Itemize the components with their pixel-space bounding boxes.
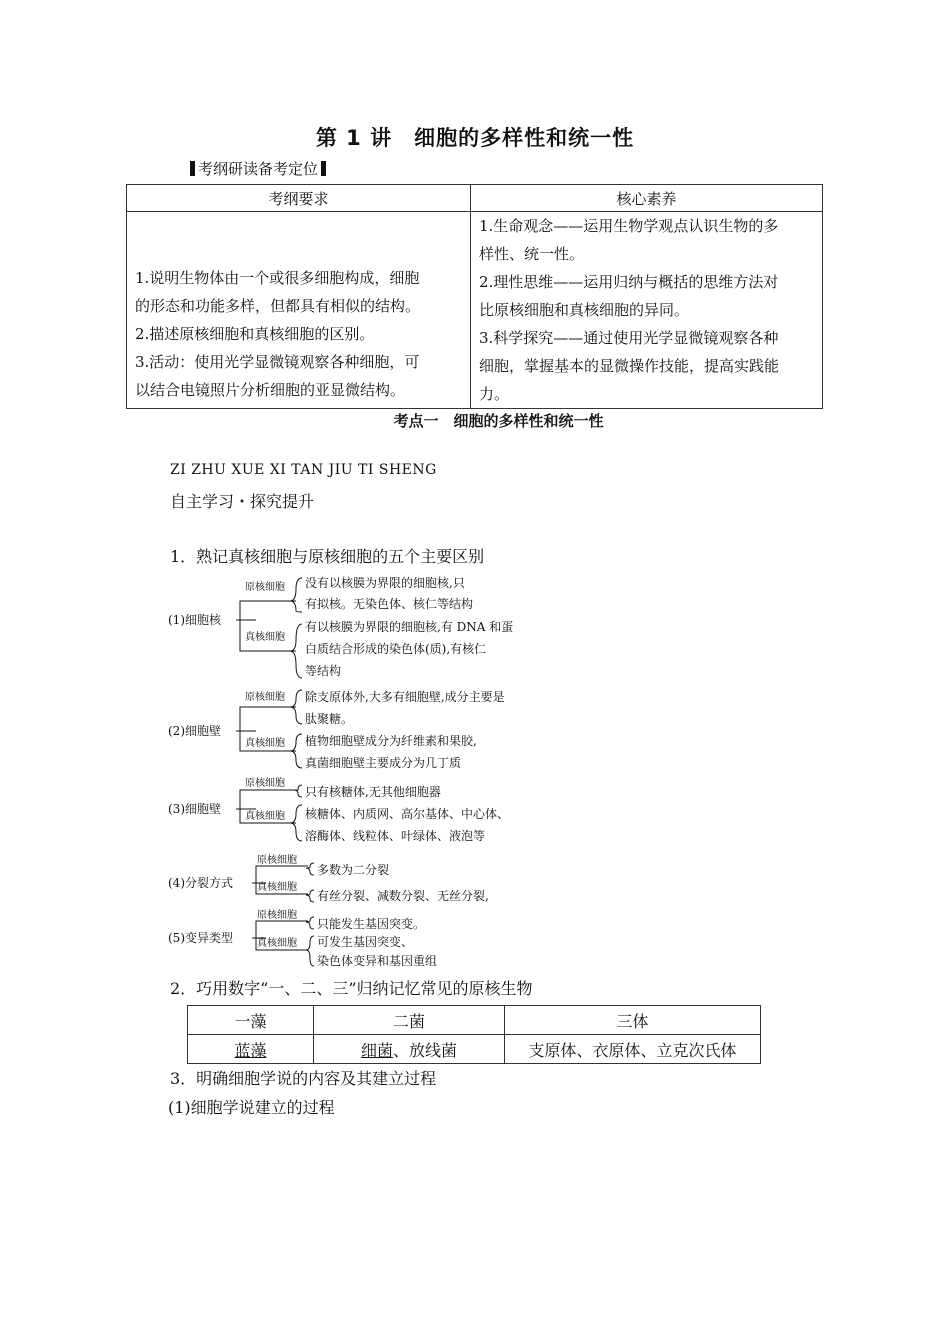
exam-banner [187,158,329,179]
req-line: 1.说明生物体由一个或很多细胞构成，细胞 [135,269,420,287]
table-row [188,1006,761,1035]
euk-label: 真核细胞 [245,811,285,822]
comp-line: 样性、统一性。 [479,245,585,263]
item-3-1: (1)细胞学说建立的过程 [168,1098,335,1117]
brace-2a [290,690,302,724]
cell-algae [188,1035,314,1064]
detail-line: 溶酶体、线粒体、叶绿体、液泡等 [305,829,486,843]
brace-4a [306,863,314,875]
branch-lines-3 [236,790,296,823]
item-3: 3．明确细胞学说的内容及其建立过程 [170,1069,437,1088]
requirements-cell [127,212,471,409]
brace-1b [290,624,302,678]
diagram-details [305,575,513,968]
comp-line: 力。 [479,385,510,403]
comp-line: 细胞，掌握基本的显微操作技能，提高实践能 [479,357,780,375]
competencies-cell [471,212,823,409]
detail-line: 可发生基因突变、 [317,935,414,949]
group-label: (1)细胞核 [168,613,221,627]
header-competencies: 核心素养 [471,185,823,212]
comp-line: 2.理性思维——运用归纳与概括的思维方法对 [479,273,779,291]
req-line: 3.活动：使用光学显微镜观察各种细胞，可 [135,353,420,371]
group-label: (3)细胞壁 [168,802,221,816]
detail-line: 白质结合形成的染色体(质),有核仁 [305,642,487,656]
detail-line: 核糖体、内质网、高尔基体、中心体、 [305,807,510,821]
branch-lines-4 [252,866,308,894]
table-header-row [127,185,823,212]
euk-label: 真核细胞 [257,938,297,949]
detail-line: 植物细胞壁成分为纤维素和果胶, [305,734,477,748]
branch-lines-2 [236,707,296,751]
detail-line: 染色体变异和基因重组 [317,954,438,968]
banner-right-bar [321,161,326,176]
bacteria-rest: 、放线菌 [393,1040,458,1060]
brace-4b [306,890,314,902]
prok-label: 原核细胞 [245,778,285,789]
bacteria-text: 细菌 [360,1040,393,1060]
diagram-lines [236,578,314,966]
detail-line: 等结构 [305,664,342,678]
euk-label: 真核细胞 [245,738,285,749]
detail-line: 没有以核膜为界限的细胞核,只 [305,576,465,590]
brace-5a [306,917,314,929]
detail-line: 多数为二分裂 [317,863,390,877]
detail-line: 有以核膜为界限的细胞核,有 DNA 和蛋 [305,620,514,634]
header-bodies: 三体 [505,1006,761,1035]
group-label: (4)分裂方式 [168,876,233,890]
comp-line: 1.生命观念——运用生物学观点认识生物的多 [479,217,779,235]
brace-2b [290,734,302,768]
item-2: 2．巧用数字“一、二、三”归纳记忆常见的原核生物 [170,979,533,998]
comp-line: 3.科学探究——通过使用光学显微镜观察各种 [479,329,779,347]
req-line: 的形态和功能多样，但都具有相似的结构。 [135,297,421,315]
req-line: 以结合电镜照片分析细胞的亚显微结构。 [135,381,406,399]
header-bacteria: 二菌 [314,1006,505,1035]
section-heading: 考点一 细胞的多样性和统一性 [393,412,604,430]
cell-bodies: 支原体、衣原体、立克次氏体 [505,1035,761,1064]
group-labels [168,612,233,945]
pinyin-heading: ZI ZHU XUE XI TAN JIU TI SHENG [170,462,437,478]
prok-label: 原核细胞 [245,582,285,593]
prok-label: 原核细胞 [257,855,297,866]
prokaryote-table [187,1005,761,1064]
cell-type-labels [245,580,297,949]
prok-label: 原核细胞 [245,692,285,703]
branch-lines-1 [236,601,296,651]
detail-line: 只有核糖体,无其他细胞器 [305,785,441,799]
requirements-table [126,184,823,409]
group-label: (2)细胞壁 [168,724,221,738]
group-label: (5)变异类型 [168,931,233,945]
detail-line: 只能发生基因突变。 [317,917,426,931]
detail-line: 肽聚糖。 [305,712,354,726]
prok-label: 原核细胞 [257,910,297,921]
detail-line: 真菌细胞壁主要成分为几丁质 [305,756,462,770]
page-title: 第 1 讲 细胞的多样性和统一性 [315,126,635,150]
cell-bacteria [314,1035,505,1064]
detail-line: 除支原体外,大多有细胞壁,成分主要是 [305,690,505,704]
table-row [188,1035,761,1064]
brace-3a [294,785,302,797]
detail-line: 有丝分裂、减数分裂、无丝分裂, [317,889,489,903]
detail-line: 有拟核。无染色体、核仁等结构 [305,597,474,611]
banner-text: 考纲研读备考定位 [198,160,319,178]
euk-label: 真核细胞 [245,632,285,643]
header-algae: 一藻 [188,1006,314,1035]
algae-text: 蓝藻 [234,1040,267,1060]
euk-label: 真核细胞 [257,882,297,893]
banner-left-bar [190,161,195,176]
branch-lines-5 [252,921,308,950]
brace-3b [290,805,302,841]
brace-1a [290,578,302,612]
sub-heading: 自主学习・探究提升 [170,492,315,511]
item-1: 1．熟记真核细胞与原核细胞的五个主要区别 [170,547,485,566]
req-line: 2.描述原核细胞和真核细胞的区别。 [135,325,375,343]
table-row [127,212,823,409]
brace-5b [306,936,314,966]
header-requirements: 考纲要求 [127,185,471,212]
comp-line: 比原核细胞和真核细胞的异同。 [479,301,690,319]
